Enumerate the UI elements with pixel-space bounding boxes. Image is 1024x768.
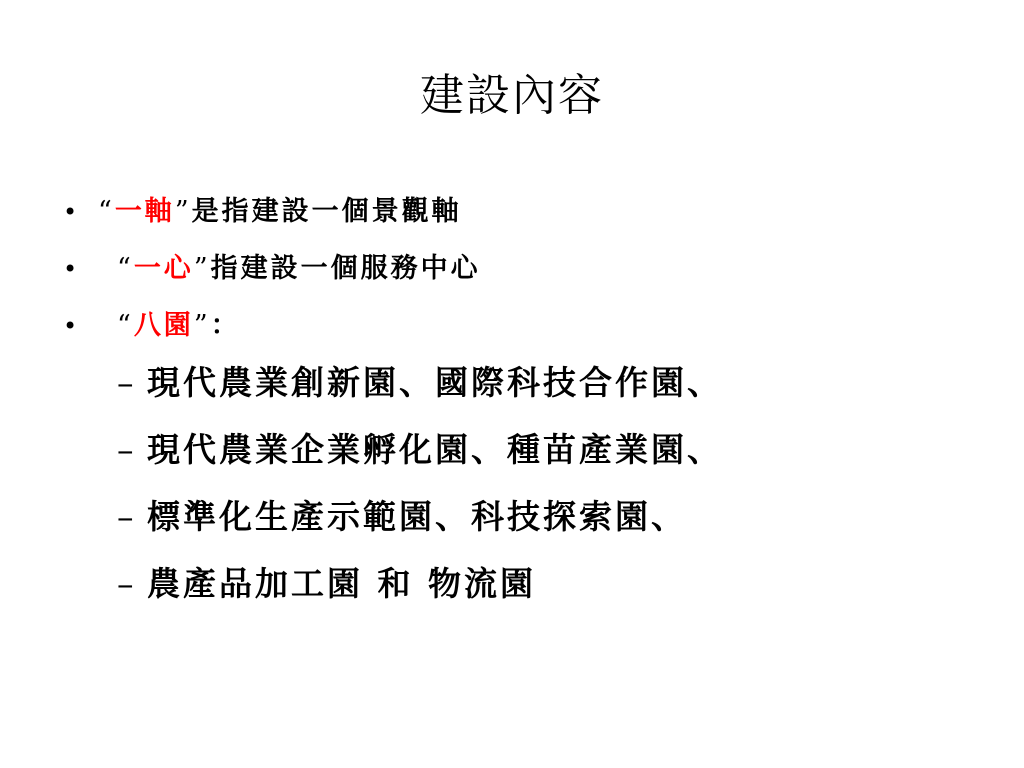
bullet-description: ： [210, 310, 241, 341]
open-quote: “ [117, 310, 134, 341]
bullet-text [117, 247, 481, 291]
highlight-term: 八園 [133, 310, 194, 341]
sub-bullet-text: 農產品加工園 和 物流園 [147, 564, 536, 603]
sub-bullet-text: 標準化生產示範園、科技探索園、 [147, 497, 687, 536]
sub-bullet-text: 現代農業企業孵化園、種苗產業園、 [147, 430, 723, 469]
dash-marker: – [117, 430, 137, 469]
bullet-item [55, 190, 995, 247]
close-quote: ” [193, 253, 211, 284]
bullet-item [55, 247, 995, 304]
slide-title: 建設內容 [420, 70, 604, 121]
bullet-marker: • [63, 255, 81, 283]
bullet-list [55, 190, 995, 361]
close-quote: ” [193, 310, 211, 341]
highlight-term: 一軸 [114, 196, 175, 227]
dash-marker: – [117, 564, 137, 603]
close-quote: ” [174, 196, 192, 227]
bullet-item [55, 304, 995, 361]
open-quote: “ [117, 253, 134, 284]
dash-marker: – [117, 497, 137, 536]
bullet-marker: • [63, 312, 81, 340]
bullet-text [117, 304, 241, 348]
sub-bullet-item [117, 494, 997, 561]
bullet-description: 指建設一個服務中心 [210, 253, 481, 284]
sub-bullet-item [117, 561, 997, 628]
highlight-term: 一心 [133, 253, 194, 284]
open-quote: “ [98, 196, 115, 227]
bullet-marker: • [63, 198, 81, 226]
sub-bullet-item [117, 427, 997, 494]
bullet-text [98, 190, 462, 234]
sub-bullet-text: 現代農業創新園、國際科技合作園、 [147, 363, 723, 402]
sub-bullet-list [117, 360, 997, 628]
dash-marker: – [117, 363, 137, 402]
bullet-description: 是指建設一個景觀軸 [191, 196, 462, 227]
sub-bullet-item [117, 360, 997, 427]
